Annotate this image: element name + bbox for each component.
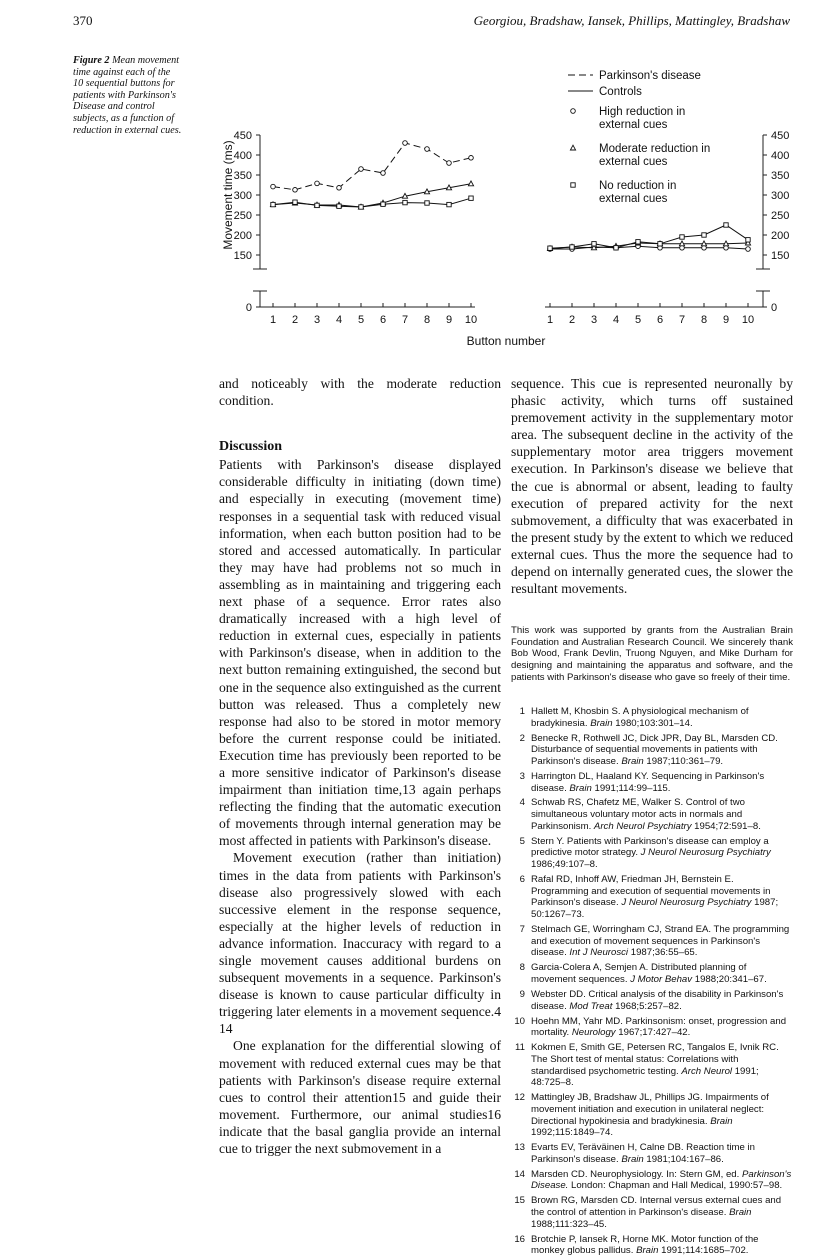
reference-number: 4 [519, 797, 525, 809]
data-point-square [447, 202, 451, 206]
x-tick-label: 7 [678, 314, 686, 326]
reference-item [511, 989, 793, 1012]
reference-text: Brown RG, Marsden CD. Internal versus external cues and the control of attention in Parkinson's disease. [531, 1195, 782, 1219]
reference-number: 14 [514, 1168, 525, 1180]
reference-number: 3 [519, 770, 525, 782]
x-tick-label: 4 [612, 314, 620, 326]
x-tick-label: 9 [445, 314, 453, 326]
data-point-square [592, 242, 596, 246]
reference-item [511, 1142, 793, 1165]
data-point-square [381, 202, 385, 206]
discussion-heading: Discussion [219, 439, 283, 455]
reference-text: Schwab RS, Chafetz ME, Walker S. Control of two simultaneous voluntary motor acts in normals and Parkinsonism. [531, 797, 745, 832]
reference-citation: 1992;115:1849–74. [531, 1127, 613, 1139]
x-tick-label: 5 [634, 314, 642, 326]
reference-citation: 1991;114:99–115. [591, 782, 671, 794]
reference-journal: Brain [636, 1245, 659, 1257]
reference-citation: 1967;17:427–42. [615, 1027, 691, 1039]
reference-item [511, 924, 793, 959]
reference-journal: Brain [621, 756, 644, 767]
data-point-circle [571, 109, 576, 114]
figure-caption [73, 55, 183, 136]
reference-journal: Mod Treat [569, 1000, 613, 1012]
reference-citation: London: Chapman and Hall Medical, 1990:57–98. [568, 1180, 783, 1192]
y-tick-label: 150 [233, 250, 252, 262]
y-tick-label: 250 [233, 210, 252, 222]
reference-citation: 1954;72:591–8. [691, 820, 761, 832]
x-axis-label: Button number [466, 334, 546, 348]
data-point-square [746, 238, 750, 242]
reference-item [511, 1169, 793, 1192]
legend-label: external cues [599, 119, 668, 131]
reference-text: Stelmach GE, Worringham CJ, Strand EA. The programming and execution of movement sequences in Parkinson's disease. [531, 924, 790, 959]
reference-journal: Brain [729, 1207, 752, 1219]
reference-journal: Brain [590, 717, 613, 729]
reference-item [511, 797, 793, 832]
reference-number: 1 [519, 706, 525, 717]
data-point-triangle [570, 145, 575, 150]
reference-number: 8 [519, 962, 525, 974]
legend-label: Parkinson's disease [599, 70, 701, 82]
series-line [273, 198, 471, 207]
data-point-square [271, 202, 275, 206]
paragraph-discussion-1: Patients with Parkinson's disease displayed considerable difficulty in initiating (down time) and especially in executing (movement time) responses in a sequential task with reduced visual information, when each button position had to be stored and accessed automatically. In particular they may have had problems not so much in assembling as in maintaining and triggering each next phase of a sequence. Error rates also dramatically increased with a high level of reduction in external cues, especially in patients with Parkinson's disease, when in addition to the next button remaining extinguished, the second but one in the sequence also extinguished as the current button was released. Thus a completely new response had also to be stored in motor memory before the current response could be initiated. Execution time has previously been reported to be a more sensitive indicator of Parkinson's disease impairment than initiation time,13 again perhaps reflecting the finding that the automatic execution of movements through internal generation may be most affected in patients with Parkinson's disease. [219, 457, 501, 849]
reference-journal: J Neurol Neurosurg Psychiatry [640, 847, 771, 859]
reference-item [511, 1092, 793, 1139]
reference-number: 6 [519, 874, 525, 886]
y-tick-label: 300 [233, 190, 252, 202]
reference-item [511, 874, 793, 921]
reference-journal: Parkinson's Disease. [531, 1168, 792, 1192]
x-tick-label: 1 [269, 314, 277, 326]
data-point-square [658, 242, 662, 246]
figure-caption-text: Mean movement time against each of the 10 sequential buttons for patients with Parkinson's Disease and control subjects, as a function of reduction in external cues. [73, 55, 182, 136]
reference-number: 12 [514, 1092, 525, 1104]
reference-text: Rafal RD, Inhoff AW, Friedman JH, Bernstein E. Programming and execution of sequential movements in Parkinson's disease. [531, 874, 771, 909]
x-tick-label: 4 [335, 314, 343, 326]
reference-journal: Brain [710, 1115, 733, 1127]
x-tick-label: 2 [291, 314, 299, 326]
reference-item [511, 1016, 793, 1039]
data-point-square [548, 246, 552, 250]
reference-citation: 1987;110:361–79. [643, 756, 724, 767]
reference-item [511, 1234, 793, 1257]
legend-label: High reduction in [599, 106, 686, 118]
reference-number: 13 [514, 1142, 525, 1154]
y-tick-label: 450 [233, 130, 252, 142]
reference-citation: 1988;20:341–67. [692, 974, 767, 986]
reference-item [511, 962, 793, 985]
reference-number: 2 [519, 732, 525, 744]
reference-journal: J Neurol Neurosurg Psychiatry [621, 897, 752, 909]
reference-item [511, 733, 793, 768]
x-tick-label: 5 [357, 314, 365, 326]
data-point-square [359, 205, 363, 209]
reference-citation: 1986;49:107–8. [531, 859, 598, 871]
reference-journal: Int J Neurosci [569, 947, 629, 959]
data-point-square [680, 235, 684, 239]
reference-text: Garcia-Colera A, Semjen A. Distributed planning of movement sequences. [531, 962, 747, 986]
legend-label: Controls [599, 86, 642, 98]
reference-journal: Arch Neurol Psychiatry [593, 820, 692, 832]
y-tick-label: 0 [771, 302, 778, 314]
reference-text: Hallett M, Khosbin S. A physiological mechanism of bradykinesia. [531, 706, 749, 729]
reference-text: Harrington DL, Haaland KY. Sequencing in Parkinson's disease. [531, 770, 765, 794]
y-tick-label: 150 [771, 250, 790, 262]
reference-text: Hoehn MM, Yahr MD. Parkinsonism: onset, progression and mortality. [531, 1015, 787, 1039]
reference-number: 10 [514, 1015, 525, 1027]
data-point-square [636, 240, 640, 244]
paragraph-discussion-2: Movement execution (rather than initiation) times in the data from patients with Parkinson's disease also progressively slowed with each successive element in the response sequence, especially at the higher levels of reduction in advance information. Inaccuracy with regard to a single movement causes additional burdens on subsequent movements in a sequence. Parkinson's disease is known to cause particular difficulty in triggering later elements in a movement sequence.4 14 [219, 850, 501, 1037]
reference-citation: 1987; 50:1267–73. [531, 897, 779, 921]
y-tick-label: 350 [771, 170, 790, 182]
reference-item [511, 1042, 793, 1089]
acknowledgement: This work was supported by grants from the Australian Brain Foundation and Australian Research Council. We sincerely thank Bob Wood, Frank Devlin, Truong Nguyen, and Mike Durham for designing and maintaining the apparatus and software, and the patients with Parkinson's disease who gave so freely of their time. [511, 625, 793, 683]
x-tick-label: 7 [401, 314, 409, 326]
data-point-square [614, 246, 618, 250]
reference-citation: 1981;104:167–86. [643, 1153, 724, 1165]
y-tick-label: 250 [771, 210, 790, 222]
data-point-circle [315, 181, 320, 186]
reference-journal: Arch Neurol [681, 1065, 733, 1077]
y-tick-label: 400 [771, 150, 790, 162]
data-point-square [403, 200, 407, 204]
data-point-square [469, 196, 473, 200]
reference-text: Mattingley JB, Bradshaw JL, Phillips JG. Impairments of movement initiation and execution in unilateral neglect: Directional hypokinesia and bradykinesia. [531, 1092, 769, 1127]
x-tick-label: 10 [464, 314, 478, 326]
x-tick-label: 1 [546, 314, 554, 326]
data-point-circle [359, 167, 364, 172]
reference-item [511, 1195, 793, 1230]
reference-citation: 1980;103:301–14. [612, 717, 693, 729]
x-tick-label: 8 [700, 314, 708, 326]
reference-text: Brotchie P, Iansek R, Horne MK. Motor function of the monkey globus pallidus. [531, 1233, 759, 1257]
reference-citation: 1991;114:1685–702. [658, 1245, 749, 1257]
reference-citation: 1991; 48:725–8. [531, 1065, 759, 1089]
data-point-circle [337, 186, 342, 191]
y-tick-label: 450 [771, 130, 790, 142]
reference-item [511, 771, 793, 794]
y-tick-label: 0 [245, 302, 252, 314]
reference-text: Evarts EV, Teräväinen H, Calne DB. Reaction time in Parkinson's disease. [531, 1142, 755, 1165]
series-line [273, 143, 471, 190]
reference-number: 11 [515, 1042, 525, 1054]
y-tick-label: 200 [771, 230, 790, 242]
x-tick-label: 6 [656, 314, 664, 326]
x-tick-label: 6 [379, 314, 387, 326]
legend-label: external cues [599, 156, 668, 168]
data-point-circle [271, 184, 276, 189]
data-point-circle [746, 247, 751, 252]
reference-text: Benecke R, Rothwell JC, Dick JPR, Day BL, Marsden CD. Disturbance of sequential movements in patients with Parkinson's disease. [531, 732, 778, 767]
paragraph-discussion-3: One explanation for the differential slowing of movement with reduced external cues may be that patients with Parkinson's disease require external cues to control their attention15 and guide their movement. Furthermore, our animal studies16 indicate that the basal ganglia provide an internal cue to trigger the next submovement in a [219, 1038, 501, 1157]
figure-label: Figure 2 [73, 55, 110, 66]
reference-item [511, 706, 793, 729]
data-point-triangle [468, 181, 473, 186]
data-point-circle [293, 188, 298, 193]
reference-citation: 1987;36:55–65. [628, 947, 698, 959]
reference-number: 7 [519, 924, 525, 936]
legend-label: No reduction in [599, 180, 677, 192]
movement-time-chart [210, 55, 790, 355]
reference-citation: 1968;5:257–82. [612, 1000, 682, 1012]
data-point-square [702, 233, 706, 237]
x-tick-label: 3 [590, 314, 598, 326]
reference-list [511, 706, 793, 1260]
y-tick-label: 200 [233, 230, 252, 242]
data-point-square [293, 200, 297, 204]
reference-text: Kokmen E, Smith GE, Petersen RC, Tangalos E, Ivnik RC. The Short test of mental status: Correlations with standardised psychometric testing. [531, 1042, 779, 1077]
reference-number: 5 [519, 835, 525, 847]
paragraph-continued: sequence. This cue is represented neuronally by phasic activity, which turns off sustained premovement activity in the supplementary motor area. The subsequent decline in the activity of the supplementary motor area triggers movement execution. In Parkinson's disease we believe that the cue is abnormal or absent, leading to faulty execution of prepared activity for the next submovement, a difficulty that was exacerbated in the present study by the extent to which we reduced external cues. Thus the more the sequence had to depend on internally generated cues, the slower the resultant movements. [511, 376, 793, 597]
running-head-authors: Georgiou, Bradshaw, Iansek, Phillips, Mattingley, Bradshaw [473, 13, 790, 28]
left-column [219, 375, 501, 1157]
x-tick-label: 2 [568, 314, 576, 326]
data-point-circle [381, 171, 386, 176]
reference-text: Marsden CD. Neurophysiology. In: Stern GM, ed. [531, 1168, 742, 1180]
reference-text: Stern Y. Patients with Parkinson's disease can employ a predictive motor strategy. [531, 835, 769, 859]
reference-number: 9 [519, 988, 525, 1000]
legend-label: Moderate reduction in [599, 143, 711, 155]
data-point-square [724, 223, 728, 227]
series-line [550, 225, 748, 248]
data-point-circle [403, 141, 408, 146]
right-column [511, 375, 793, 597]
reference-number: 15 [514, 1195, 525, 1207]
data-point-square [337, 204, 341, 208]
page-number: 370 [73, 13, 93, 28]
data-point-circle [447, 161, 452, 166]
reference-citation: 1988;111:323–45. [531, 1218, 607, 1230]
data-point-square [570, 245, 574, 249]
x-tick-label: 9 [722, 314, 730, 326]
reference-journal: J Motor Behav [630, 974, 693, 986]
data-point-square [571, 183, 575, 187]
x-tick-label: 3 [313, 314, 321, 326]
reference-journal: Neurology [571, 1027, 616, 1039]
reference-number: 16 [514, 1233, 525, 1245]
reference-item [511, 836, 793, 871]
data-point-circle [425, 147, 430, 152]
reference-journal: Brain [621, 1153, 644, 1165]
data-point-square [315, 203, 319, 207]
legend-label: external cues [599, 193, 668, 205]
y-tick-label: 300 [771, 190, 790, 202]
y-tick-label: 350 [233, 170, 252, 182]
x-tick-label: 8 [423, 314, 431, 326]
y-axis-label: Movement time (ms) [221, 140, 235, 250]
data-point-square [425, 201, 429, 205]
paragraph-intro: and noticeably with the moderate reduction condition. [219, 376, 501, 409]
x-tick-label: 10 [741, 314, 755, 326]
data-point-circle [469, 156, 474, 161]
reference-text: Webster DD. Critical analysis of the disability in Parkinson's disease. [531, 988, 784, 1012]
y-tick-label: 400 [233, 150, 252, 162]
reference-journal: Brain [569, 782, 592, 794]
